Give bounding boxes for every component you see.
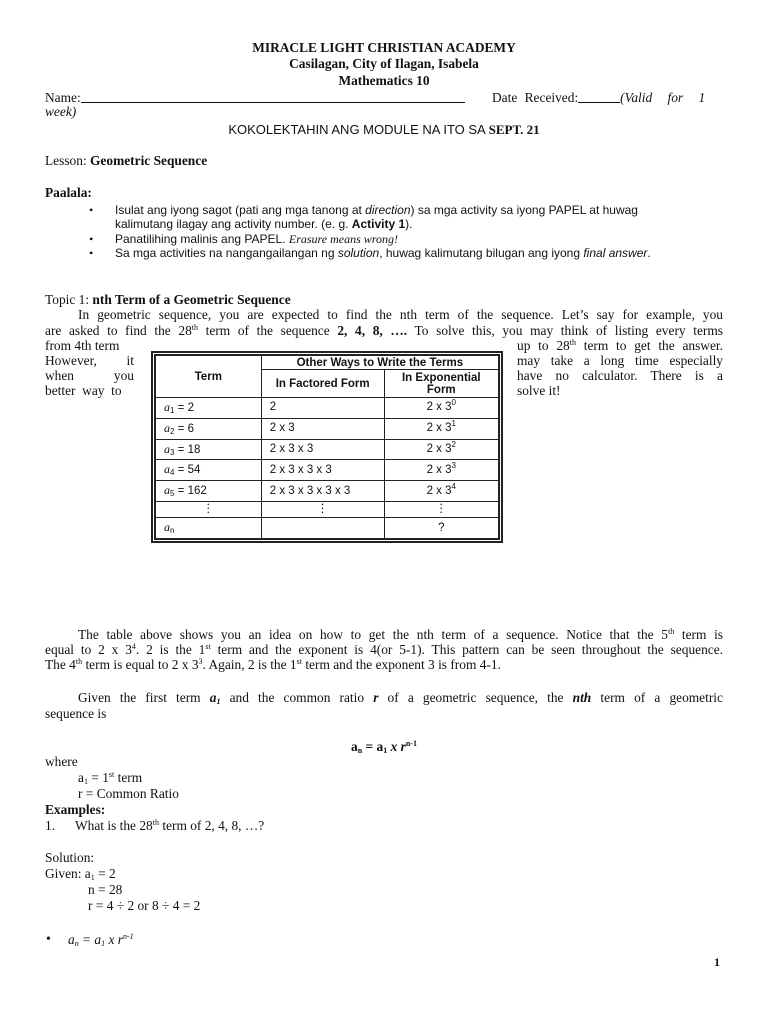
bullet-icon: •	[46, 932, 51, 947]
ellipsis-cell: ⋮	[156, 502, 262, 518]
given-r: r = 4 ÷ 2 or 8 ÷ 4 = 2	[88, 898, 201, 913]
intro-line-1: In geometric sequence, you are expected to find the nth term of the sequence. Let’s say for example, you	[78, 307, 723, 322]
table-row	[156, 398, 499, 419]
paalala-text: Panatilihing malinis ang PAPEL.	[115, 232, 289, 246]
factored-cell: 2 x 3 x 3 x 3	[261, 460, 384, 481]
example-number: 1.	[45, 818, 56, 833]
table-row	[156, 418, 499, 439]
para-text: 4	[131, 642, 136, 651]
header-term: Term	[156, 356, 262, 398]
paalala-text: .	[647, 246, 651, 260]
paalala-text: , huwag kalimutang bilugan ang iyong	[379, 246, 584, 260]
table-row	[156, 439, 499, 460]
topic-label: Topic 1:	[45, 292, 93, 307]
bullet-icon: •	[89, 232, 94, 246]
lesson-label: Lesson:	[45, 153, 91, 168]
term-cell: $a_2 = 6$	[156, 418, 262, 439]
paalala-text: ) sa mga activity sa iyong PAPEL at huwag	[410, 203, 638, 217]
solution-formula: $a_n = a_1$ x $r^{n-1}$	[68, 932, 134, 948]
para-text: equal to 2 x 3	[45, 642, 132, 657]
factored-cell: 2 x 3 x 3 x 3 x 3	[261, 481, 384, 502]
paalala-text: Sa mga activities na nangangailangan ng	[115, 246, 338, 260]
paalala-item-1-cont	[115, 217, 413, 232]
school-name: MIRACLE LIGHT CHRISTIAN ACADEMY	[252, 40, 516, 55]
exponential-cell: 2 x $3^2$	[384, 439, 498, 460]
para-text: The 4	[45, 657, 76, 672]
paalala-text: Isulat ang iyong sagot (pati ang mga tanong at	[115, 203, 366, 217]
name-field	[45, 90, 465, 105]
intro-left-1: from 4th term	[45, 338, 120, 353]
date-field	[492, 90, 705, 105]
intro-right-2: may take a long time especially	[517, 353, 723, 368]
para-text: term is	[674, 627, 723, 642]
subject-title: Mathematics 10	[338, 73, 430, 88]
where-r: r = Common Ratio	[78, 786, 179, 801]
para2-line-1	[45, 627, 723, 642]
para-text: st	[296, 657, 302, 666]
given-n: n = 28	[88, 882, 123, 897]
para-text: 1	[216, 697, 221, 706]
solution-label: Solution:	[45, 850, 95, 865]
date-label: Date Received:	[492, 90, 579, 105]
intro-left-4: better way to	[45, 383, 122, 398]
factored-cell: 2	[261, 398, 384, 419]
topic-title: nth Term of a Geometric Sequence	[92, 292, 291, 307]
paalala-text: final answer	[583, 246, 648, 260]
paalala-text: Erasure means wrong!	[288, 232, 398, 246]
paalala-item-1	[115, 203, 638, 218]
page-number: 1	[714, 955, 720, 969]
nth-term-formula: $a_n = a_1$ x $r^{n-1}$	[351, 739, 417, 755]
table-row	[156, 518, 499, 539]
header-other-ways: Other Ways to Write the Terms	[261, 356, 498, 370]
examples-label: Examples:	[45, 802, 106, 817]
deadline-text: KOKOLEKTAHIN ANG MODULE NA ITO SA	[228, 122, 489, 137]
intro-right-1	[517, 338, 723, 353]
lesson-line	[45, 153, 207, 168]
para-text: th	[75, 657, 83, 666]
para-text: . Again, 2 is the 1	[202, 657, 297, 672]
exponential-cell: ?	[384, 518, 498, 539]
topic-line	[45, 292, 291, 307]
para3-line-2: sequence is	[45, 706, 107, 721]
paalala-item-3	[115, 246, 651, 261]
para-text: th	[667, 627, 675, 636]
valid-note: (Valid for 1	[620, 90, 706, 105]
valid-note-cont: week)	[45, 104, 77, 119]
bullet-icon: •	[89, 203, 94, 217]
exponential-cell: 2 x $3^1$	[384, 418, 498, 439]
intro-text: up to 28	[517, 338, 570, 353]
header-factored: In Factored Form	[261, 370, 384, 398]
given-a1: Given: $a_1 = 2$	[45, 866, 116, 882]
paalala-text: Activity 1	[351, 217, 406, 231]
intro-text: 2, 4, 8, ….	[337, 323, 408, 338]
para-text: The table above shows you an idea on how to get the nth term of a sequence. Notice that the 5	[78, 627, 668, 642]
intro-text: th	[569, 338, 576, 347]
para-text: . 2 is the 1	[135, 642, 206, 657]
table-row	[156, 481, 499, 502]
para-text: of a geometric sequence, the	[378, 690, 573, 705]
table-row	[156, 460, 499, 481]
intro-left-3: when you	[45, 368, 134, 383]
para-text: term and the exponent 3 is from 4-1.	[301, 657, 501, 672]
paalala-text: kalimutang ilagay ang activity number. (e. g.	[115, 217, 352, 231]
term-cell: $a_3 = 18$	[156, 439, 262, 460]
header-exponential: In Exponential Form	[384, 370, 498, 398]
intro-text: term to get the answer.	[575, 338, 723, 353]
para-text: st	[205, 642, 211, 651]
para2-line-2	[45, 642, 723, 657]
intro-right-4: solve it!	[517, 383, 561, 398]
deadline-notice	[0, 122, 768, 137]
school-address: Casilagan, City of Ilagan, Isabela	[289, 56, 479, 71]
intro-left-2: However, it	[45, 353, 134, 368]
para-text: r	[373, 690, 379, 705]
exponential-cell: 2 x $3^4$	[384, 481, 498, 502]
factored-cell: 2 x 3	[261, 418, 384, 439]
para-text: a	[209, 690, 217, 705]
date-blank	[578, 91, 620, 103]
term-cell: $a_1 = 2$	[156, 398, 262, 419]
paalala-title: Paalala:	[45, 185, 92, 200]
exponential-cell: 2 x $3^3$	[384, 460, 498, 481]
intro-line-2	[45, 323, 723, 338]
para-text: Given the first term	[78, 690, 210, 705]
para-text: and the common ratio	[220, 690, 374, 705]
factored-cell: 2 x 3 x 3	[261, 439, 384, 460]
intro-text: term of the sequence	[198, 323, 338, 338]
table-row	[156, 502, 499, 518]
paalala-text: direction	[365, 203, 411, 217]
ellipsis-cell: ⋮	[384, 502, 498, 518]
intro-text: are asked to find the 28	[45, 323, 192, 338]
bullet-icon: •	[89, 246, 94, 260]
factored-cell	[261, 518, 384, 539]
para-text: nth	[572, 690, 592, 705]
name-blank	[81, 91, 465, 103]
where-label: where	[45, 754, 78, 769]
para-text: term and the exponent is 4(or 5-1). This pattern can be seen throughout the sequence.	[210, 642, 724, 657]
example-question: What is the 28th term of 2, 4, 8, …?	[75, 818, 265, 833]
intro-text: To solve this, you may think of listing every terms	[407, 323, 723, 338]
term-cell: $a_5 = 162$	[156, 481, 262, 502]
lesson-title: Geometric Sequence	[90, 153, 208, 168]
intro-text: th	[191, 323, 199, 332]
para-text: term of a geometric	[591, 690, 723, 705]
para-text: 3	[198, 657, 203, 666]
intro-right-3: have no calculator. There is a	[517, 368, 723, 383]
para-text: term is equal to 2 x 3	[82, 657, 199, 672]
terms-table	[154, 354, 500, 540]
where-a1: $a_1 = 1st$ term	[78, 770, 143, 786]
term-cell: $a_n$	[156, 518, 262, 539]
name-label: Name:	[45, 90, 81, 105]
deadline-date: SEPT. 21	[488, 122, 540, 137]
paalala-text: solution	[337, 246, 380, 260]
exponential-cell: 2 x $3^0$	[384, 398, 498, 419]
paalala-text: ).	[405, 217, 413, 231]
paalala-item-2	[115, 232, 398, 247]
para3-line-1	[45, 690, 723, 705]
term-cell: $a_4 = 54$	[156, 460, 262, 481]
ellipsis-cell: ⋮	[261, 502, 384, 518]
para2-line-3	[45, 657, 501, 672]
